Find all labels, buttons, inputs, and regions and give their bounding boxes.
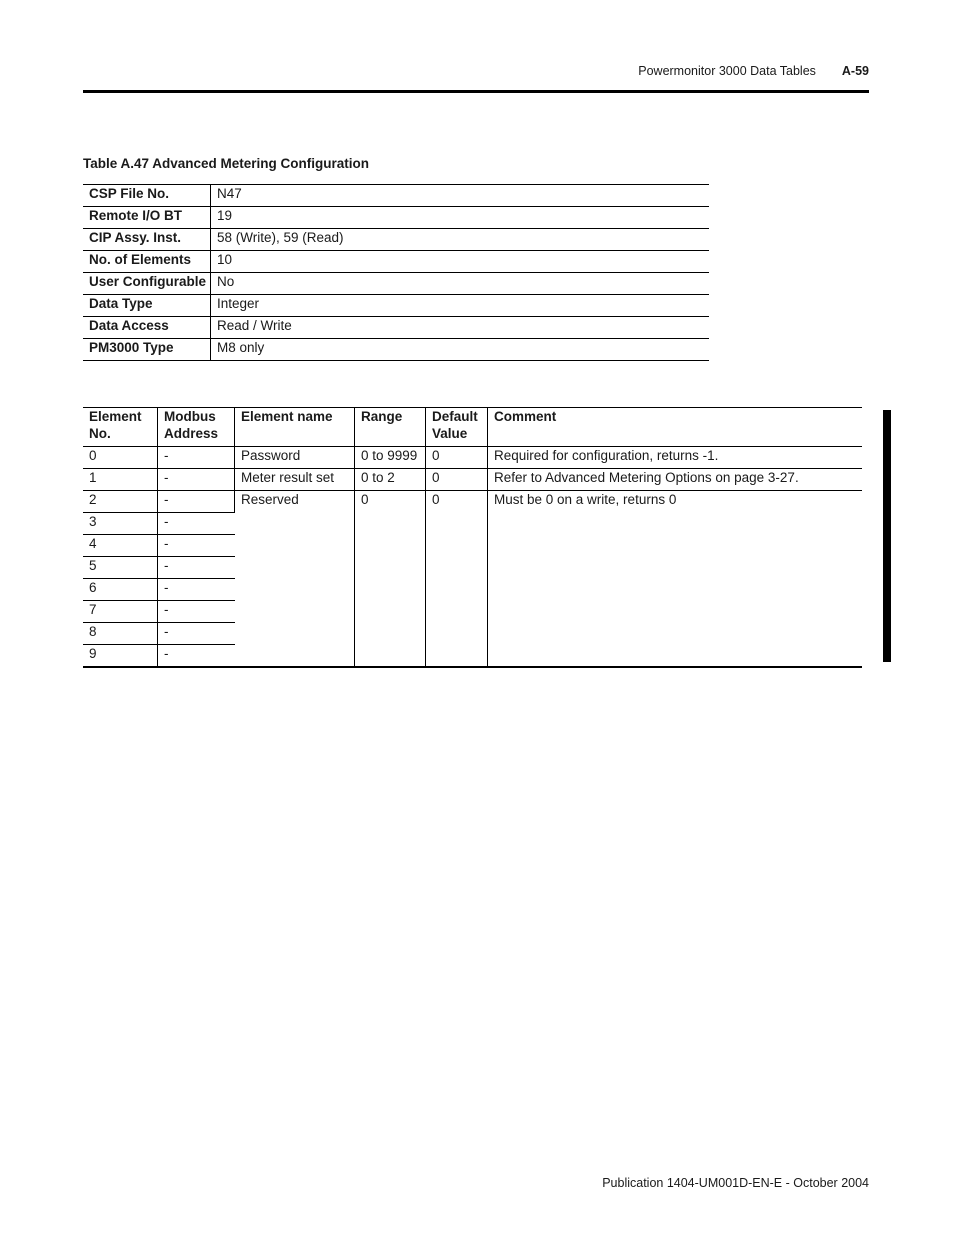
cell-name: Meter result set	[235, 469, 355, 491]
cell-default: 0	[426, 491, 488, 668]
cell-modbus: -	[158, 447, 235, 469]
page-footer: Publication 1404-UM001D-EN-E - October 2004	[602, 1176, 869, 1190]
cell-element-no: 5	[83, 557, 158, 579]
table-row	[83, 469, 862, 491]
cell-range: 0 to 2	[355, 469, 426, 491]
table-title: Table A.47 Advanced Metering Configuration	[83, 156, 370, 171]
cell-modbus: -	[158, 535, 235, 557]
cell-name: Reserved	[235, 491, 355, 668]
cell-modbus: -	[158, 601, 235, 623]
cell-element-no: 1	[83, 469, 158, 491]
cell-element-no: 6	[83, 579, 158, 601]
table-row	[83, 491, 862, 513]
info-row	[83, 295, 709, 317]
cell-range: 0 to 9999	[355, 447, 426, 469]
cell-modbus: -	[158, 491, 235, 513]
info-label: User Configurable	[83, 273, 211, 295]
info-value: 10	[211, 251, 710, 273]
header-element-no: Element No.	[83, 408, 158, 447]
cell-default: 0	[426, 469, 488, 491]
cell-comment: Required for configuration, returns -1.	[488, 447, 863, 469]
page-header	[83, 64, 869, 93]
cell-name: Password	[235, 447, 355, 469]
cell-element-no: 2	[83, 491, 158, 513]
info-label: No. of Elements	[83, 251, 211, 273]
info-label: CIP Assy. Inst.	[83, 229, 211, 251]
cell-comment: Refer to Advanced Metering Options on page 3-27.	[488, 469, 863, 491]
header-comment: Comment	[488, 408, 863, 447]
info-label: Data Access	[83, 317, 211, 339]
cell-element-no: 3	[83, 513, 158, 535]
chapter-thumb-tab	[883, 410, 891, 662]
info-row	[83, 229, 709, 251]
cell-default: 0	[426, 447, 488, 469]
table-header-row	[83, 408, 862, 447]
header-range: Range	[355, 408, 426, 447]
cell-range: 0	[355, 491, 426, 668]
info-label: Remote I/O BT	[83, 207, 211, 229]
elements-table	[83, 407, 862, 668]
info-row	[83, 339, 709, 361]
cell-modbus: -	[158, 557, 235, 579]
page-number: A-59	[841, 64, 869, 78]
info-value: Integer	[211, 295, 710, 317]
info-row	[83, 251, 709, 273]
cell-modbus: -	[164, 646, 169, 661]
header-element-name: Element name	[235, 408, 355, 447]
info-table	[83, 184, 709, 361]
cell-element-no: 9	[83, 645, 158, 668]
info-value: N47	[211, 185, 710, 207]
info-row	[83, 207, 709, 229]
info-value: No	[211, 273, 710, 295]
info-value: 19	[211, 207, 710, 229]
info-value: Read / Write	[211, 317, 710, 339]
cell-modbus: -	[158, 579, 235, 601]
info-row	[83, 185, 709, 207]
cell-element-no: 0	[83, 447, 158, 469]
cell-comment: Must be 0 on a write, returns 0	[494, 492, 677, 507]
cell-modbus: -	[158, 469, 235, 491]
info-value: 58 (Write), 59 (Read)	[211, 229, 710, 251]
cell-element-no: 4	[83, 535, 158, 557]
section-title: Powermonitor 3000 Data Tables	[638, 64, 816, 78]
cell-element-no: 8	[83, 623, 158, 645]
info-row	[83, 273, 709, 295]
header-default-value: Default Value	[426, 408, 488, 447]
header-modbus-address: Modbus Address	[158, 408, 235, 447]
cell-modbus: -	[158, 513, 235, 535]
cell-element-no: 7	[83, 601, 158, 623]
info-row	[83, 317, 709, 339]
info-value: M8 only	[211, 339, 710, 361]
info-label: PM3000 Type	[83, 339, 211, 361]
info-label: Data Type	[83, 295, 211, 317]
table-row	[83, 447, 862, 469]
info-label: CSP File No.	[83, 185, 211, 207]
cell-modbus: -	[158, 623, 235, 645]
